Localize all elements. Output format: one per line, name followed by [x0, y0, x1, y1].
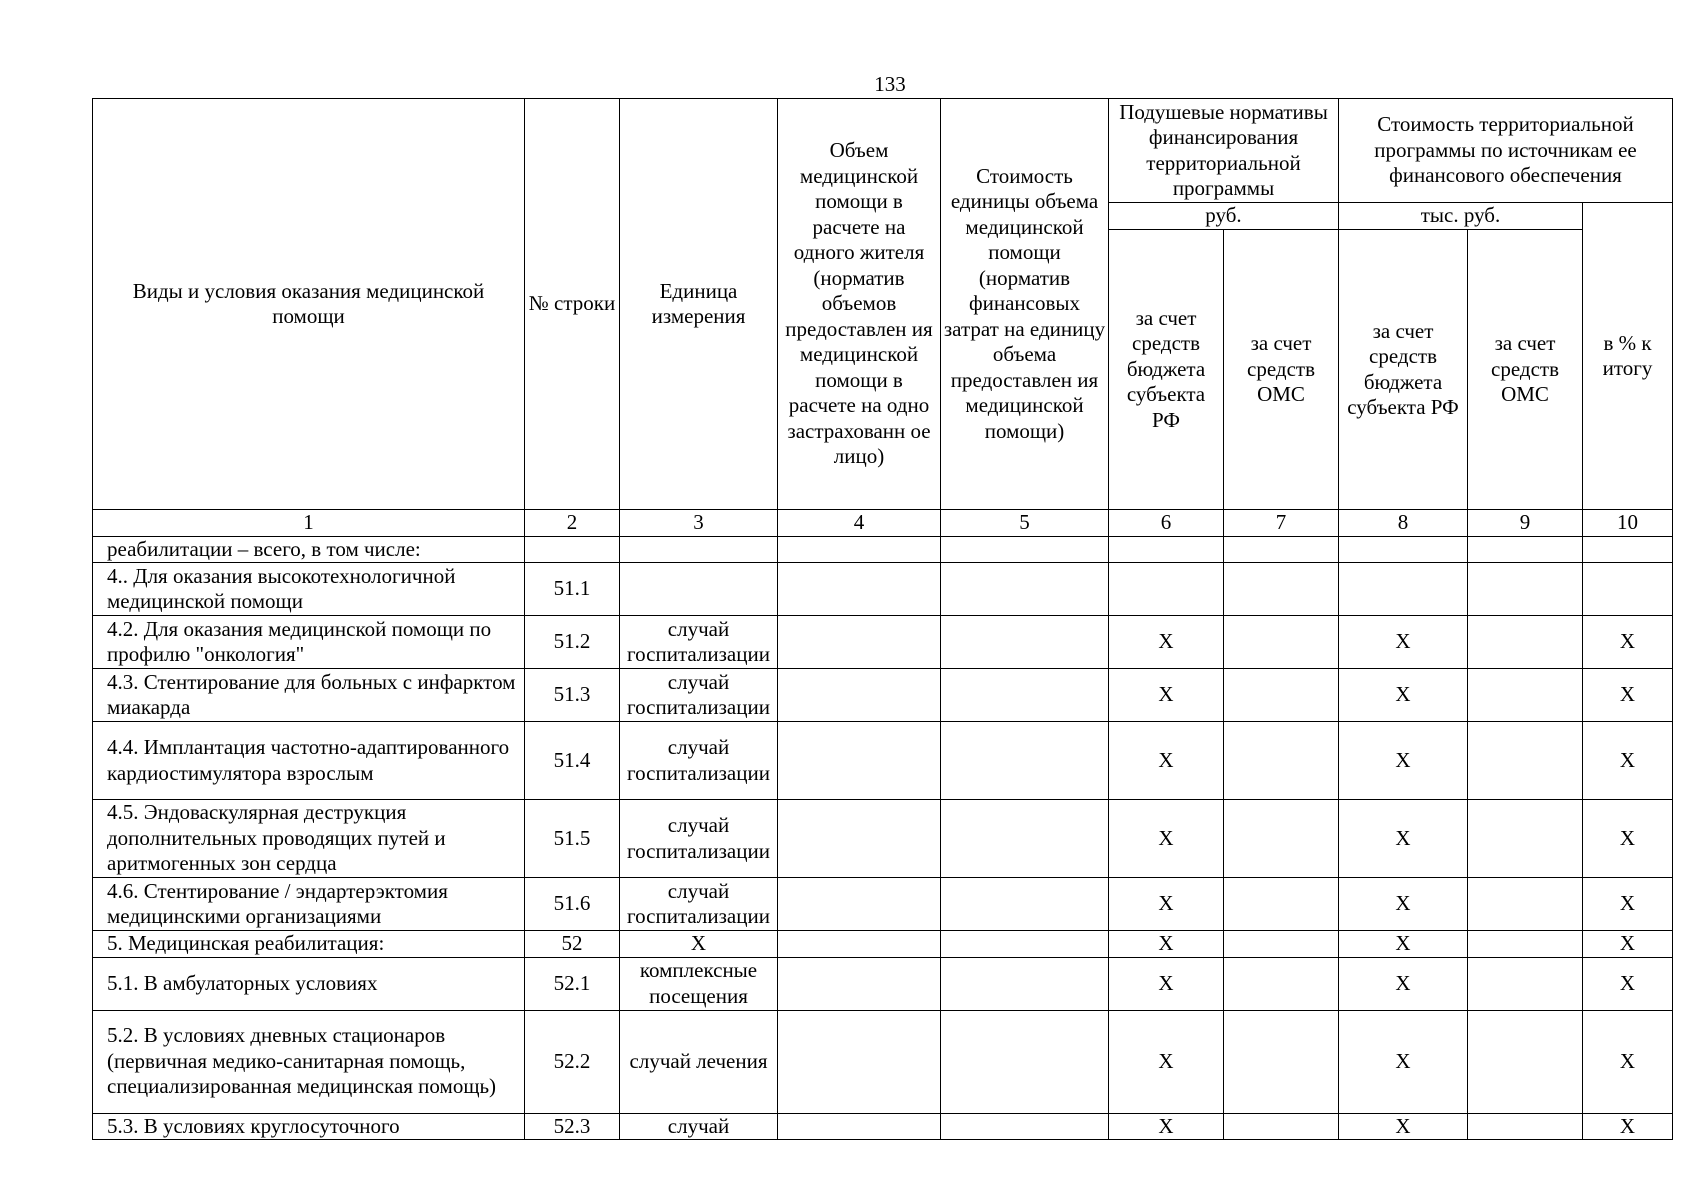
row-name: 4.2. Для оказания медицинской помощи по профилю "онкология" [93, 616, 525, 669]
row-name: реабилитации – всего, в том числе: [93, 536, 525, 563]
header-oms-per-capita: за счет средств ОМС [1224, 230, 1339, 510]
header-percent: в % к итогу [1583, 203, 1673, 510]
row-budget-per-capita: X [1109, 1113, 1224, 1140]
row-oms-per-capita [1224, 931, 1339, 958]
row-budget-per-capita: X [1109, 616, 1224, 669]
row-oms-per-capita [1224, 800, 1339, 878]
row-number [525, 536, 620, 563]
table-body [93, 536, 1673, 1140]
table-row [93, 878, 1673, 931]
table-row [93, 800, 1673, 878]
row-budget-cost: X [1339, 878, 1468, 931]
row-percent [1583, 563, 1673, 616]
row-oms-cost [1468, 536, 1583, 563]
row-name: 4.5. Эндоваскулярная деструкция дополнительных проводящих путей и аритмогенных зон сердца [93, 800, 525, 878]
table-row [93, 563, 1673, 616]
row-oms-per-capita [1224, 563, 1339, 616]
column-number: 9 [1468, 510, 1583, 537]
row-volume [778, 1010, 941, 1113]
row-budget-cost [1339, 536, 1468, 563]
row-volume [778, 878, 941, 931]
column-number: 8 [1339, 510, 1468, 537]
row-unit [620, 536, 778, 563]
header-unit-thousand-rub: тыс. руб. [1339, 203, 1583, 230]
row-oms-cost [1468, 1113, 1583, 1140]
row-volume [778, 669, 941, 722]
table-row [93, 1010, 1673, 1113]
header-oms-cost: за счет средств ОМС [1468, 230, 1583, 510]
row-unit: случай госпитализации [620, 616, 778, 669]
row-unit: случай лечения [620, 1010, 778, 1113]
row-percent: X [1583, 957, 1673, 1010]
row-budget-cost: X [1339, 931, 1468, 958]
row-name: 4.6. Стентирование / эндартерэктомия медицинскими организациями [93, 878, 525, 931]
row-budget-per-capita: X [1109, 957, 1224, 1010]
row-name: 5. Медицинская реабилитация: [93, 931, 525, 958]
row-unit: случай госпитализации [620, 878, 778, 931]
row-unit-cost [941, 800, 1109, 878]
row-unit: комплексные посещения [620, 957, 778, 1010]
row-volume [778, 931, 941, 958]
row-unit-cost [941, 563, 1109, 616]
column-number: 4 [778, 510, 941, 537]
row-volume [778, 536, 941, 563]
row-oms-cost [1468, 1010, 1583, 1113]
table-row [93, 669, 1673, 722]
row-number: 51.6 [525, 878, 620, 931]
row-budget-cost [1339, 563, 1468, 616]
row-percent: X [1583, 1010, 1673, 1113]
row-budget-per-capita: X [1109, 722, 1224, 800]
row-number: 51.5 [525, 800, 620, 878]
row-budget-per-capita: X [1109, 878, 1224, 931]
row-oms-per-capita [1224, 957, 1339, 1010]
row-unit: случай [620, 1113, 778, 1140]
row-budget-cost: X [1339, 1010, 1468, 1113]
row-number: 51.3 [525, 669, 620, 722]
row-oms-cost [1468, 800, 1583, 878]
table-row [93, 722, 1673, 800]
table-row [93, 536, 1673, 563]
row-oms-per-capita [1224, 878, 1339, 931]
column-numbers-row [93, 510, 1673, 537]
row-budget-cost: X [1339, 957, 1468, 1010]
row-unit: X [620, 931, 778, 958]
row-unit-cost [941, 722, 1109, 800]
row-unit: случай госпитализации [620, 722, 778, 800]
column-number: 7 [1224, 510, 1339, 537]
table-row [93, 931, 1673, 958]
row-unit-cost [941, 669, 1109, 722]
row-volume [778, 563, 941, 616]
header-unit: Единица измерения [620, 99, 778, 510]
row-unit-cost [941, 878, 1109, 931]
table-row [93, 616, 1673, 669]
row-name: 4.. Для оказания высокотехнологичной медицинской помощи [93, 563, 525, 616]
row-oms-per-capita [1224, 722, 1339, 800]
row-budget-per-capita [1109, 563, 1224, 616]
header-budget-cost: за счет средств бюджета субъекта РФ [1339, 230, 1468, 510]
row-volume [778, 616, 941, 669]
row-name: 5.2. В условиях дневных стационаров (первичная медико-санитарная помощь, специализированная медицинская помощь) [93, 1010, 525, 1113]
header-program-cost: Стоимость территориальной программы по источникам ее финансового обеспечения [1339, 99, 1673, 203]
row-budget-per-capita: X [1109, 1010, 1224, 1113]
row-budget-cost: X [1339, 616, 1468, 669]
row-percent: X [1583, 1113, 1673, 1140]
row-budget-cost: X [1339, 1113, 1468, 1140]
row-unit-cost [941, 1113, 1109, 1140]
row-budget-cost: X [1339, 669, 1468, 722]
row-unit: случай госпитализации [620, 800, 778, 878]
row-unit-cost [941, 536, 1109, 563]
row-number: 51.1 [525, 563, 620, 616]
row-percent: X [1583, 722, 1673, 800]
row-number: 51.4 [525, 722, 620, 800]
row-percent: X [1583, 669, 1673, 722]
row-unit-cost [941, 616, 1109, 669]
row-name: 4.3. Стентирование для больных с инфарктом миакарда [93, 669, 525, 722]
column-number: 5 [941, 510, 1109, 537]
row-oms-cost [1468, 616, 1583, 669]
row-name: 5.3. В условиях круглосуточного [93, 1113, 525, 1140]
column-number: 6 [1109, 510, 1224, 537]
row-name: 5.1. В амбулаторных условиях [93, 957, 525, 1010]
row-volume [778, 957, 941, 1010]
header-volume: Объем медицинской помощи в расчете на одного жителя (норматив объемов предоставлен ия медицинской помощи в расчете на одно застрахованн ое лицо) [778, 99, 941, 510]
row-unit-cost [941, 1010, 1109, 1113]
table-row [93, 1113, 1673, 1140]
row-unit-cost [941, 931, 1109, 958]
row-oms-per-capita [1224, 616, 1339, 669]
row-unit-cost [941, 957, 1109, 1010]
column-number: 1 [93, 510, 525, 537]
row-name: 4.4. Имплантация частотно-адаптированного кардиостимулятора взрослым [93, 722, 525, 800]
row-budget-cost: X [1339, 800, 1468, 878]
row-percent: X [1583, 800, 1673, 878]
column-number: 3 [620, 510, 778, 537]
row-number: 51.2 [525, 616, 620, 669]
header-per-capita: Подушевые нормативы финансирования территориальной программы [1109, 99, 1339, 203]
row-volume [778, 722, 941, 800]
column-number: 10 [1583, 510, 1673, 537]
row-unit [620, 563, 778, 616]
header-row-number: № строки [525, 99, 620, 510]
row-oms-cost [1468, 931, 1583, 958]
row-oms-per-capita [1224, 1010, 1339, 1113]
row-budget-per-capita: X [1109, 800, 1224, 878]
row-oms-cost [1468, 878, 1583, 931]
row-oms-cost [1468, 722, 1583, 800]
header-unit-cost: Стоимость единицы объема медицинской помощи (норматив финансовых затрат на единицу объема предоставлен ия медицинской помощи) [941, 99, 1109, 510]
row-budget-per-capita [1109, 536, 1224, 563]
financing-table [92, 98, 1673, 1140]
row-unit: случай госпитализации [620, 669, 778, 722]
row-percent: X [1583, 616, 1673, 669]
row-oms-cost [1468, 563, 1583, 616]
row-budget-per-capita: X [1109, 931, 1224, 958]
row-oms-per-capita [1224, 669, 1339, 722]
column-number: 2 [525, 510, 620, 537]
header-unit-rub: руб. [1109, 203, 1339, 230]
row-oms-cost [1468, 957, 1583, 1010]
row-percent [1583, 536, 1673, 563]
row-oms-per-capita [1224, 536, 1339, 563]
table-row [93, 957, 1673, 1010]
row-number: 52 [525, 931, 620, 958]
row-number: 52.2 [525, 1010, 620, 1113]
row-volume [778, 1113, 941, 1140]
row-number: 52.1 [525, 957, 620, 1010]
row-percent: X [1583, 878, 1673, 931]
page-number: 133 [874, 72, 906, 96]
row-budget-cost: X [1339, 722, 1468, 800]
header-types: Виды и условия оказания медицинской помощи [93, 99, 525, 510]
row-number: 52.3 [525, 1113, 620, 1140]
row-percent: X [1583, 931, 1673, 958]
header-budget-per-capita: за счет средств бюджета субъекта РФ [1109, 230, 1224, 510]
row-oms-per-capita [1224, 1113, 1339, 1140]
table-header [93, 99, 1673, 537]
row-volume [778, 800, 941, 878]
row-oms-cost [1468, 669, 1583, 722]
row-budget-per-capita: X [1109, 669, 1224, 722]
